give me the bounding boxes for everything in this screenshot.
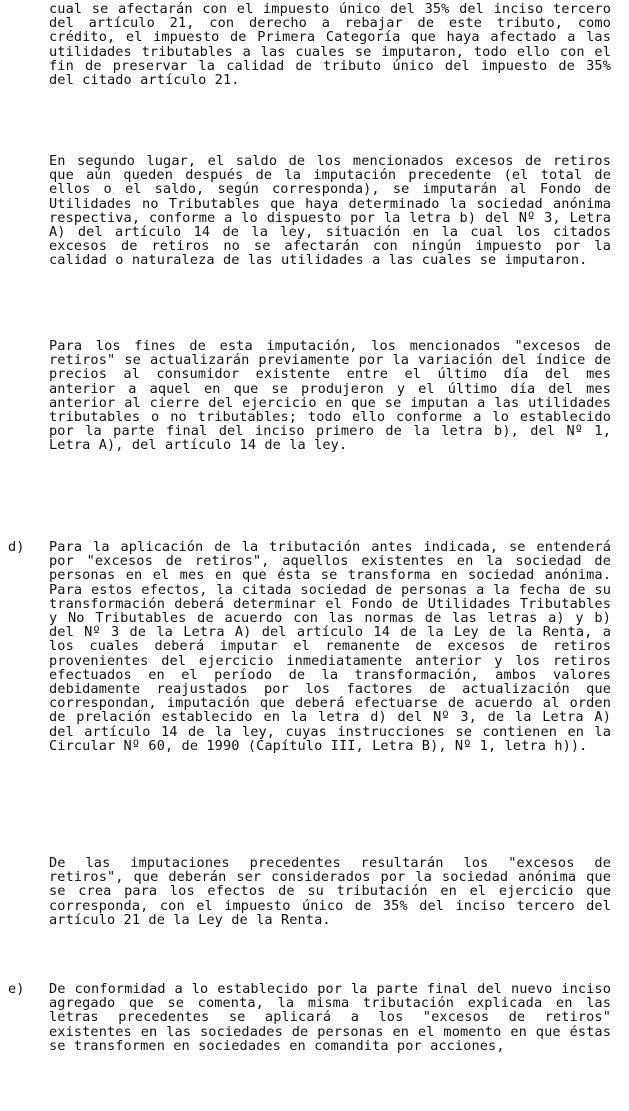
paragraph-imputaciones-precedentes: De las imputaciones precedentes resultarán los "excesos de retiros", que deberán ser considerados por la sociedad anónima que se crea para los efectos de su tributación en el ejercicio que corresponda, con el impuesto único de 35% del inciso tercero del artículo 21 de la Ley de la Renta. xyxy=(49,855,611,928)
list-marker-d: d) xyxy=(8,539,25,555)
list-item-d-text: Para la aplicación de la tributación antes indicada, se entenderá por "excesos de retiros", aquellos existentes en la sociedad de personas en el mes en que ésta se transforma en sociedad anónima. Para estos efectos, la citada sociedad de personas a la fecha de su transformación deberá determinar el Fondo de Utilidades Tributables y No Tributables de acuerdo con las normas de las letras a) y b) del Nº 3 de la Letra A) del artículo 14 de la Ley de la Renta, a los cuales deberá imputar el remanente de excesos de retiros provenientes del ejercicio inmediatamente anterior y los retiros efectuados en el período de la transformación, ambos valores debidamente reajustados por los factores de actualización que correspondan, imputación que deberá efectuarse de acuerdo al orden de prelación establecido en la letra d) del Nº 3, de la Letra A) del artículo 14 de la ley, cuyas instrucciones se contienen en la Circular Nº 60, de 1990 (Capítulo III, Letra B), Nº 1, letra h)). xyxy=(49,539,611,754)
paragraph-segundo-lugar: En segundo lugar, el saldo de los mencionados excesos de retiros que aún queden después de la imputación precedente (el total de ellos o el saldo, según corresponda), se imputarán al Fondo de Utilidades no Tributables que haya determinado la sociedad anónima respectiva, conforme a lo dispuesto por la letra b) del Nº 3, Letra A) del artículo 14 de la ley, situación en la cual los citados excesos de retiros no se afectarán con ningún impuesto por la calidad o naturaleza de las utilidades a las cuales se imputaron. xyxy=(49,153,611,269)
list-item-e-text: De conformidad a lo establecido por la parte final del nuevo inciso agregado que se comenta, la misma tributación explicada en las letras precedentes se aplicará a los "excesos de retiros" existentes en las sociedades de personas en el momento en que éstas se transformen en sociedades en comandita por acciones, xyxy=(49,981,611,1054)
list-marker-e: e) xyxy=(8,981,25,997)
paragraph-fines-imputacion: Para los fines de esta imputación, los mencionados "excesos de retiros" se actualizarán previamente por la variación del índice de precios al consumidor existente entre el último día del mes anterior a aquel en que se produjeron y el último día del mes anterior al cierre del ejercicio en que se imputan a las utilidades tributables o no tributables; todo ello conforme a lo establecido por la parte final del inciso primero de la letra b), del Nº 1, Letra A), del artículo 14 de la ley. xyxy=(49,338,611,454)
paragraph-impuesto-unico: cual se afectarán con el impuesto único del 35% del inciso tercero del artículo 21, con derecho a rebajar de este tributo, como crédito, el impuesto de Primera Categoría que haya afectado a las utilidades tributables a las cuales se imputaron, todo ello con el fin de preservar la calidad de tributo único del impuesto de 35% del citado artículo 21. xyxy=(49,1,611,89)
